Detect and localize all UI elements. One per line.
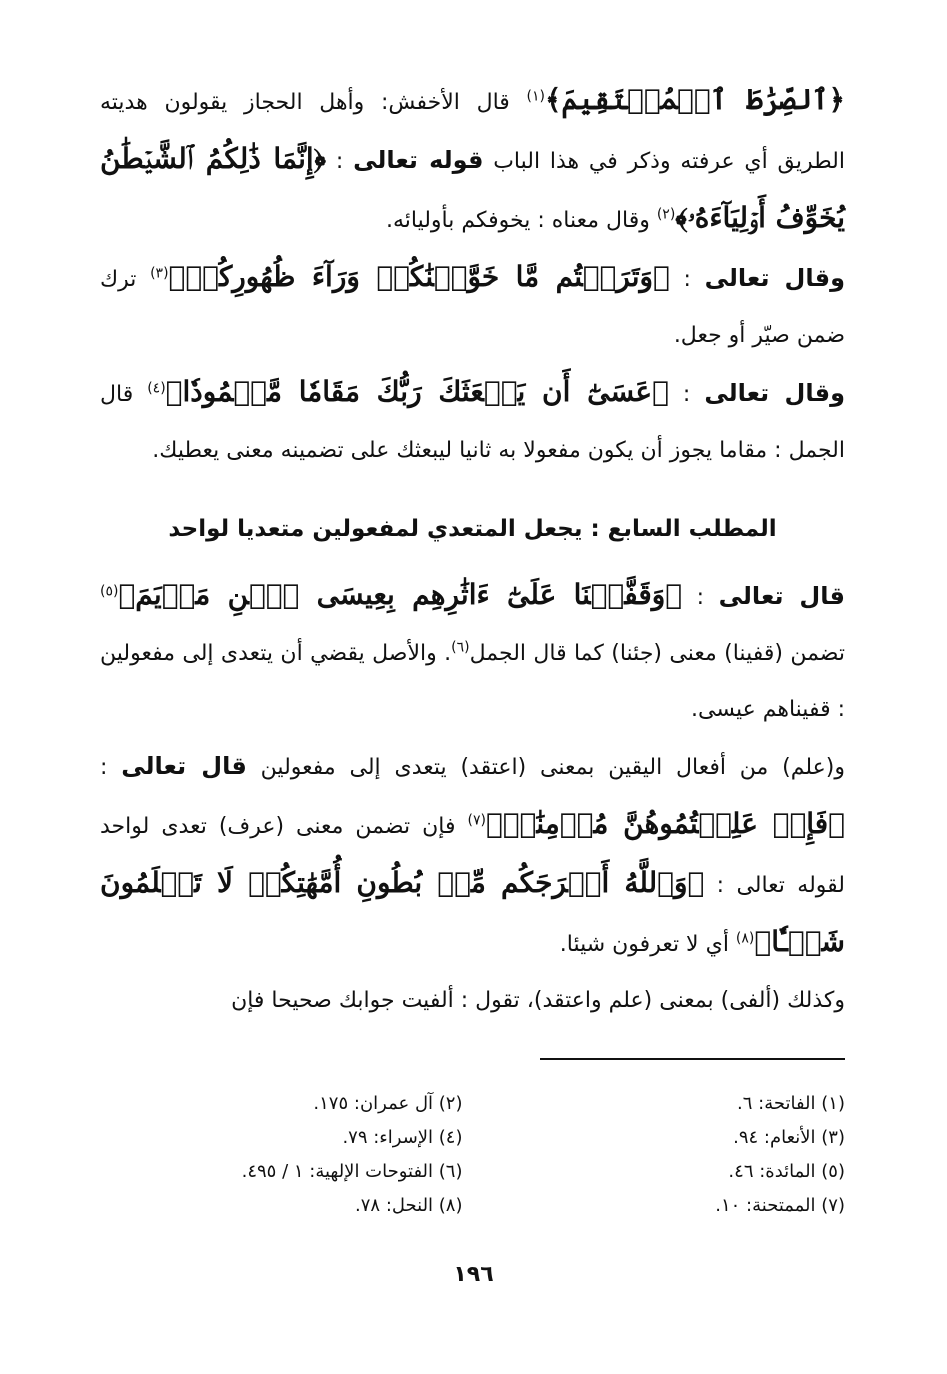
lead-phrase: وقال تعالى [704,379,846,407]
footnote-item: (٥) المائدة: ٤٦. [728,1161,845,1182]
paragraph-4 [100,567,845,738]
paragraph-text: أي لا تعرفون شيئا. [559,932,736,957]
footnote-ref: (٥) [100,583,119,600]
paragraph-text: وقال معناه : يخوفكم بأوليائه. [385,208,657,233]
footnote-item: (١) الفاتحة: ٦. [737,1093,845,1114]
footnote-item: (٤) الإسراء: ٧٩. [342,1127,463,1148]
paragraph-text: قال الجمل : مقاما يجوز أن يكون مفعولا به ثانيا ليبعثك على تضمينه معنى يعطيك. [100,382,845,463]
quran-verse: ﴿ٱلصِّرَٰطَ ٱلۡمُسۡتَقِيمَ﴾ [545,83,845,116]
paragraph-text: قال الأخفش: وأهل الحجاز يقولون هديته الطريق أي عرفته وذكر في هذا الباب [100,90,845,174]
quran-verse: ﴿وَٱللَّهُ أَخۡرَجَكُم مِّنۢ بُطُونِ أُمَّهَٰتِكُمۡ لَا تَعۡلَمُونَ شَيۡـٔٗا﴾ [100,866,845,958]
colon: : [668,382,705,407]
footnote-ref: (٨) [735,930,755,947]
quran-verse: ﴿وَقَفَّيۡنَا عَلَىٰٓ ءَاثَٰرِهِم بِعِيسَى ٱبۡنِ مَرۡيَمَ﴾ [118,578,683,611]
colon: : [326,149,354,174]
footnote-ref: (١) [526,88,546,105]
footnote-item: (٨) النحل: ٧٨. [355,1195,463,1216]
paragraph-text: فإن تضمن معنى (عرف) تعدى لواحد لقوله تعالى : [100,814,845,898]
footnote-ref: (٦) [451,639,470,656]
colon: : [100,755,122,780]
footnote-separator [540,1058,845,1060]
paragraph-2 [100,249,845,364]
footnote-item: (٢) آل عمران: ١٧٥. [313,1093,463,1114]
lead-phrase: قوله تعالى [353,146,484,174]
paragraph-text: ترك ضمن صيّر أو جعل. [100,267,845,348]
section-heading: المطلب السابع : يجعل المتعدي لمفعولين متعديا لواحد [168,516,777,542]
footnote-ref: (٣) [150,265,169,282]
footnote-ref: (٤) [147,380,166,397]
footnote-item: (٦) الفتوحات الإلهية: ١ / ٤٩٥. [241,1161,463,1182]
paragraph-text: وكذلك (ألفى) بمعنى (علم واعتقد)، تقول : ألفيت جوابك صحيحا فإن [231,988,845,1013]
paragraph-1 [100,72,845,249]
colon: : [682,585,719,610]
page-number: ١٩٦ [453,1262,494,1287]
paragraph-6 [100,973,845,1029]
lead-phrase: قال تعالى [718,582,845,610]
quran-verse: ﴿وَتَرَكۡتُم مَّا خَوَّلۡنَٰكُمۡ وَرَآءَ ظُهُورِكُمۡ﴾ [168,260,670,293]
paragraph-text: تضمن (قفينا) معنى (جئنا) كما قال الجمل [469,641,845,666]
paragraph-text: . والأصل يقضي أن يتعدى إلى مفعولين : قفيناهم عيسى. [100,641,845,722]
paragraph-5 [100,738,845,973]
quran-verse: ﴿عَسَىٰٓ أَن يَبۡعَثَكَ رَبُّكَ مَقَامٗا مَّحۡمُودٗا﴾ [165,375,669,408]
paragraph-text: و(علم) من أفعال اليقين بمعنى (اعتقد) يتعدى إلى مفعولين [246,755,846,780]
quran-verse: ﴿فَإِنۡ عَلِمۡتُمُوهُنَّ مُؤۡمِنَٰتٖ﴾ [485,807,845,840]
footnotes [100,1088,845,1222]
footnote-ref: (٧) [467,812,486,829]
footnote-ref: (٢) [656,206,676,223]
quran-verse: ﴿إِنَّمَا ذَٰلِكُمُ ٱلشَّيۡطَٰنُ يُخَوِّفُ أَوۡلِيَآءَهُۥ﴾ [100,142,845,234]
lead-phrase: وقال تعالى [704,264,845,292]
footnote-item: (٣) الأنعام: ٩٤. [733,1127,845,1148]
paragraph-3 [100,364,845,479]
colon: : [669,267,705,292]
footnote-item: (٧) الممتحنة: ١٠. [715,1195,845,1216]
lead-phrase: قال تعالى [121,752,247,780]
main-text [100,72,845,1029]
